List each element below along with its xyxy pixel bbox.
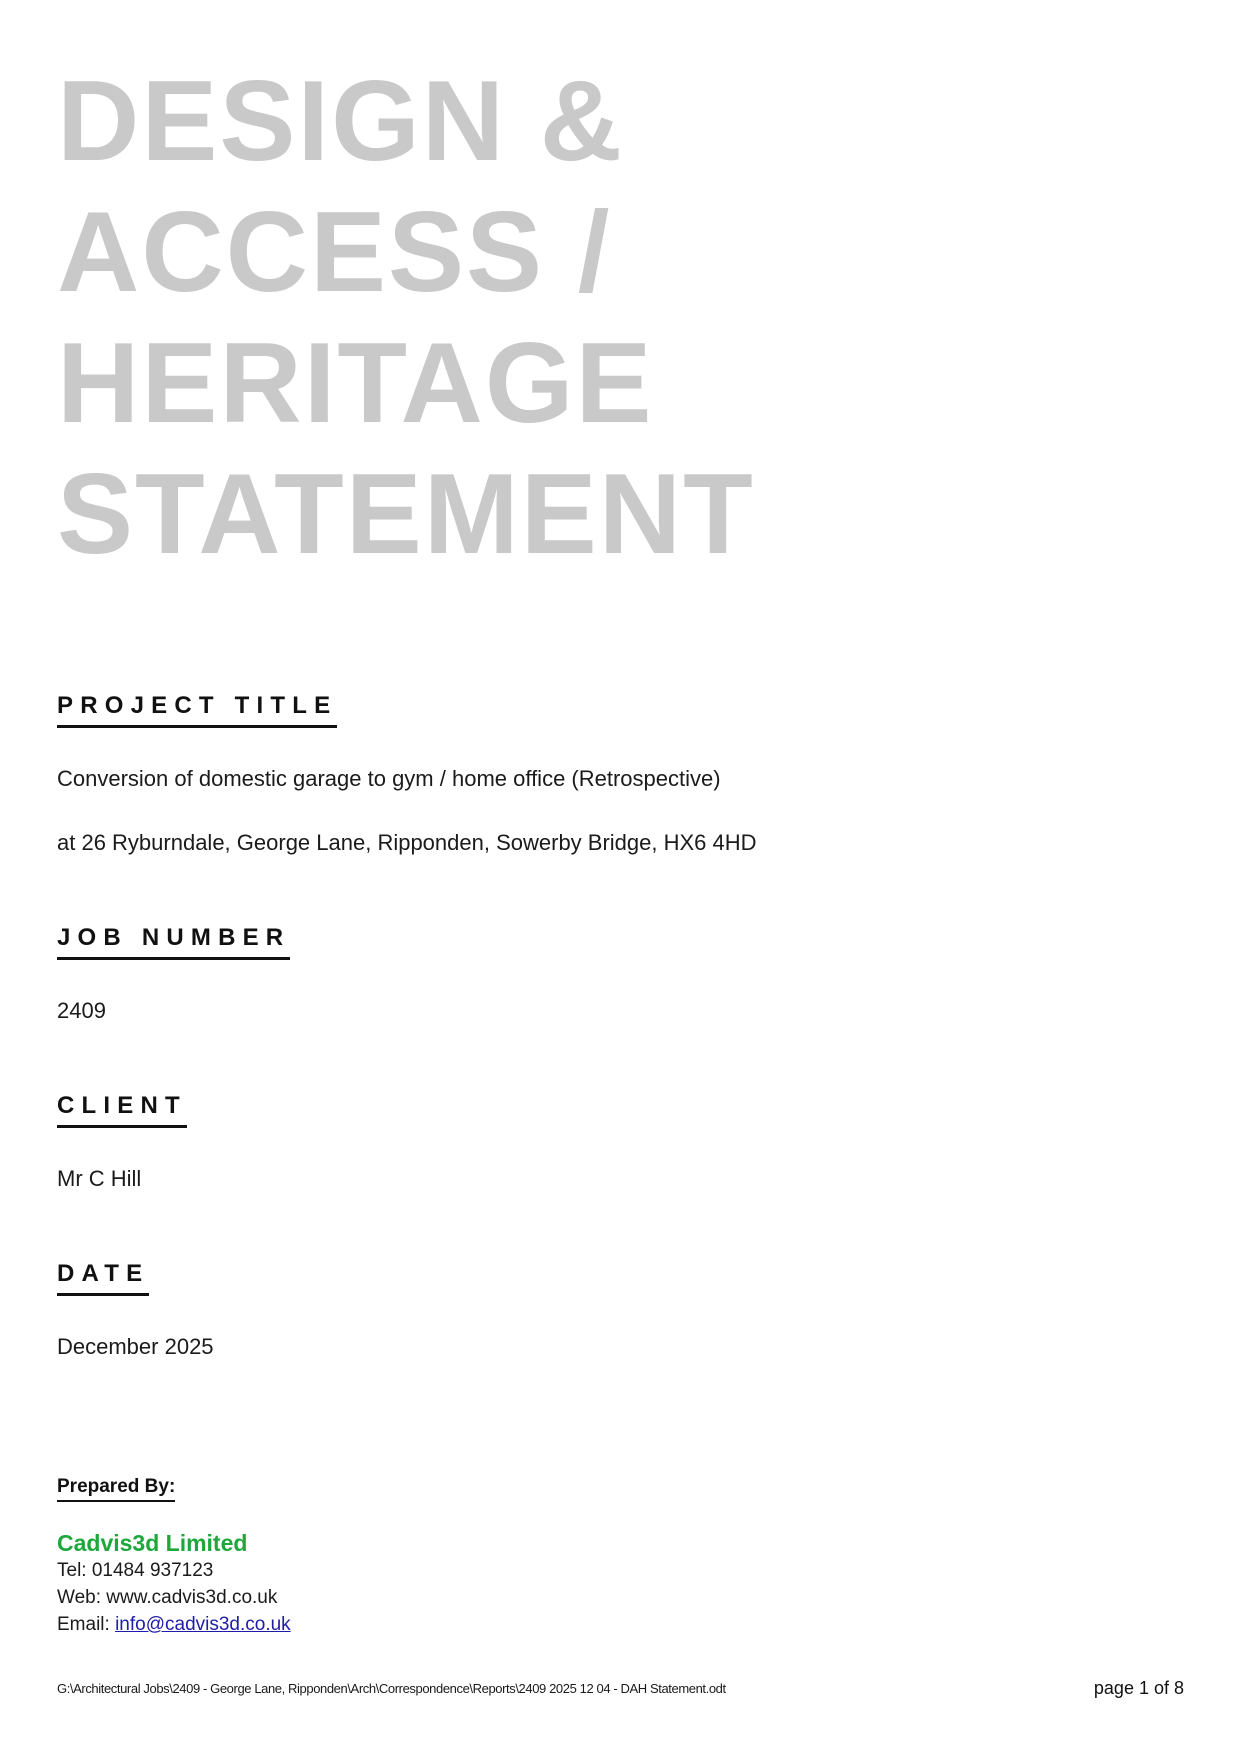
prepared-by-label: Prepared By: bbox=[57, 1476, 175, 1502]
client-value: Mr C Hill bbox=[57, 1166, 142, 1191]
email-label: Email: bbox=[57, 1614, 116, 1635]
prepared-by-block bbox=[57, 1476, 1184, 1638]
tel-value: 01484 937123 bbox=[91, 1560, 214, 1581]
section-job-number bbox=[57, 924, 1184, 1024]
project-address: at 26 Ryburndale, George Lane, Ripponden, Sowerby Bridge, HX6 4HD bbox=[57, 830, 757, 855]
client-heading: CLIENT bbox=[57, 1092, 187, 1128]
project-title-heading: PROJECT TITLE bbox=[57, 692, 337, 728]
job-number-value: 2409 bbox=[57, 998, 106, 1023]
page-number: page 1 of 8 bbox=[1093, 1678, 1184, 1698]
company-tel bbox=[57, 1557, 1184, 1584]
document-title bbox=[57, 56, 1184, 580]
page-footer bbox=[57, 1678, 1184, 1699]
company-email bbox=[57, 1611, 1184, 1638]
project-description: Conversion of domestic garage to gym / home office (Retrospective) bbox=[57, 766, 721, 791]
title-line-3: HERITAGE bbox=[57, 320, 654, 447]
title-line-1: DESIGN & bbox=[57, 58, 625, 185]
section-client bbox=[57, 1092, 1184, 1192]
company-name: Cadvis3d Limited bbox=[57, 1530, 248, 1556]
date-heading: DATE bbox=[57, 1260, 149, 1296]
company-web bbox=[57, 1584, 1184, 1611]
document-file-path: G:\Architectural Jobs\2409 - George Lane, Ripponden\Arch\Correspondence\Reports\2409 2025 12 04 - DAH Statement.odt bbox=[57, 1681, 726, 1696]
web-value: www.cadvis3d.co.uk bbox=[106, 1587, 278, 1608]
title-line-4: STATEMENT bbox=[57, 451, 755, 578]
section-date bbox=[57, 1260, 1184, 1360]
section-project-title bbox=[57, 692, 1184, 856]
email-link[interactable]: info@cadvis3d.co.uk bbox=[115, 1614, 291, 1635]
job-number-heading: JOB NUMBER bbox=[57, 924, 290, 960]
web-label: Web: bbox=[57, 1587, 107, 1608]
date-value: December 2025 bbox=[57, 1334, 214, 1359]
tel-label: Tel: bbox=[57, 1560, 92, 1581]
title-line-2: ACCESS / bbox=[57, 189, 612, 316]
